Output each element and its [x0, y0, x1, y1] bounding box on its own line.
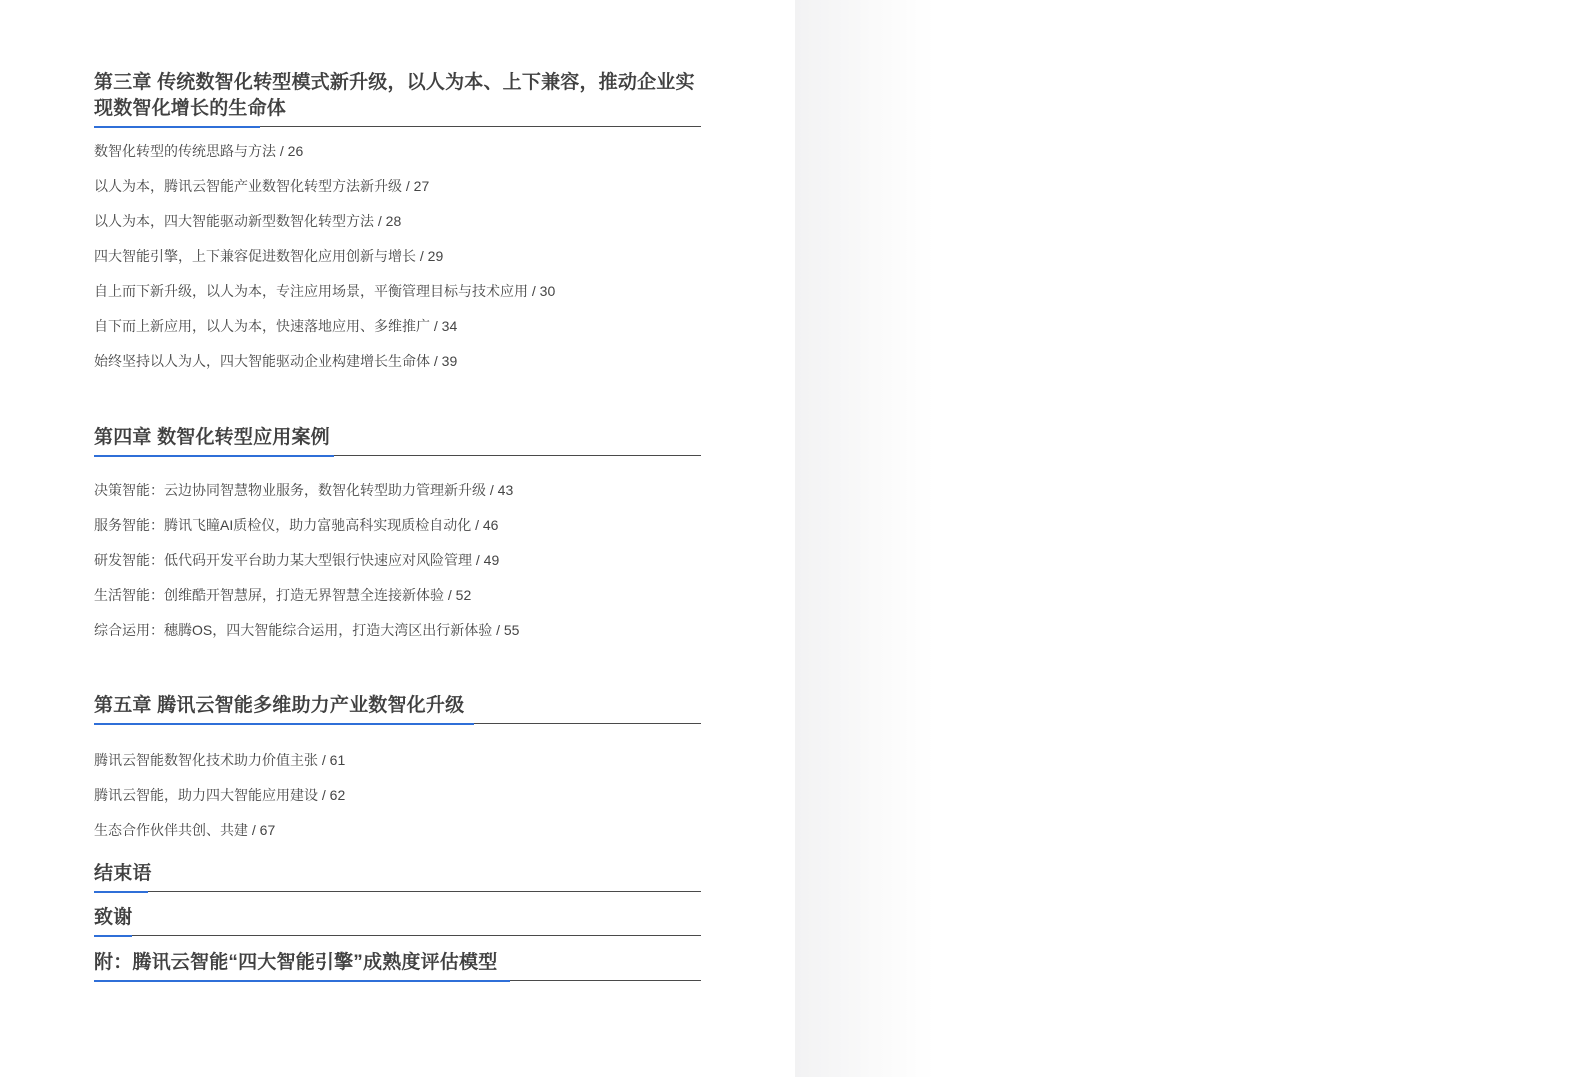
conclusion-heading[interactable] [94, 861, 701, 892]
toc-entry[interactable]: 腾讯云智能数智化技术助力价值主张 / 61 [94, 752, 346, 768]
appendix-title: 附：腾讯云智能“四大智能引擎”成熟度评估模型 [94, 952, 498, 973]
toc-entry[interactable]: 以人为本，腾讯云智能产业数智化转型方法新升级 / 27 [94, 178, 430, 194]
toc-entry[interactable]: 以人为本，四大智能驱动新型数智化转型方法 / 28 [94, 213, 402, 229]
acknowledgements-heading[interactable] [94, 905, 701, 936]
toc-entry[interactable]: 自下而上新应用，以人为本，快速落地应用、多维推广 / 34 [94, 318, 458, 334]
chapter-3-heading[interactable] [94, 70, 701, 127]
heading-accent-underline [94, 126, 260, 128]
toc-entry[interactable]: 腾讯云智能，助力四大智能应用建设 / 62 [94, 787, 346, 803]
toc-entry[interactable]: 生活智能：创维酷开智慧屏，打造无界智慧全连接新体验 / 52 [94, 587, 472, 603]
chapter-4-heading[interactable] [94, 425, 701, 456]
acknowledgements-title: 致谢 [94, 907, 133, 928]
toc-entry[interactable]: 研发智能：低代码开发平台助力某大型银行快速应对风险管理 / 49 [94, 552, 500, 568]
chapter-3-title: 第三章 传统数智化转型模式新升级，以人为本、上下兼容，推动企业实现数智化增长的生命体 [94, 72, 695, 119]
blank-facing-page [795, 0, 1587, 1077]
toc-entry[interactable]: 自上而下新升级，以人为本，专注应用场景，平衡管理目标与技术应用 / 30 [94, 283, 556, 299]
chapter-5-heading[interactable] [94, 693, 701, 724]
toc-entry[interactable]: 始终坚持以人为人，四大智能驱动企业构建增长生命体 / 39 [94, 353, 458, 369]
toc-entry[interactable]: 决策智能：云边协同智慧物业服务，数智化转型助力管理新升级 / 43 [94, 482, 514, 498]
toc-entry[interactable]: 四大智能引擎，上下兼容促进数智化应用创新与增长 / 29 [94, 248, 444, 264]
chapter-5-title: 第五章 腾讯云智能多维助力产业数智化升级 [94, 695, 465, 716]
toc-entry[interactable]: 生态合作伙伴共创、共建 / 67 [94, 822, 276, 838]
chapter-4-title: 第四章 数智化转型应用案例 [94, 427, 330, 448]
toc-entry[interactable]: 综合运用：穗腾OS，四大智能综合运用，打造大湾区出行新体验 / 55 [94, 622, 520, 638]
heading-accent-underline [94, 980, 510, 982]
heading-accent-underline [94, 455, 334, 457]
toc-entry[interactable]: 数智化转型的传统思路与方法 / 26 [94, 143, 304, 159]
heading-accent-underline [94, 935, 132, 937]
conclusion-title: 结束语 [94, 863, 152, 884]
appendix-heading[interactable] [94, 950, 701, 981]
toc-entry[interactable]: 服务智能：腾讯飞瞳AI质检仪，助力富驰高科实现质检自动化 / 46 [94, 517, 499, 533]
heading-accent-underline [94, 723, 474, 725]
heading-accent-underline [94, 891, 148, 893]
